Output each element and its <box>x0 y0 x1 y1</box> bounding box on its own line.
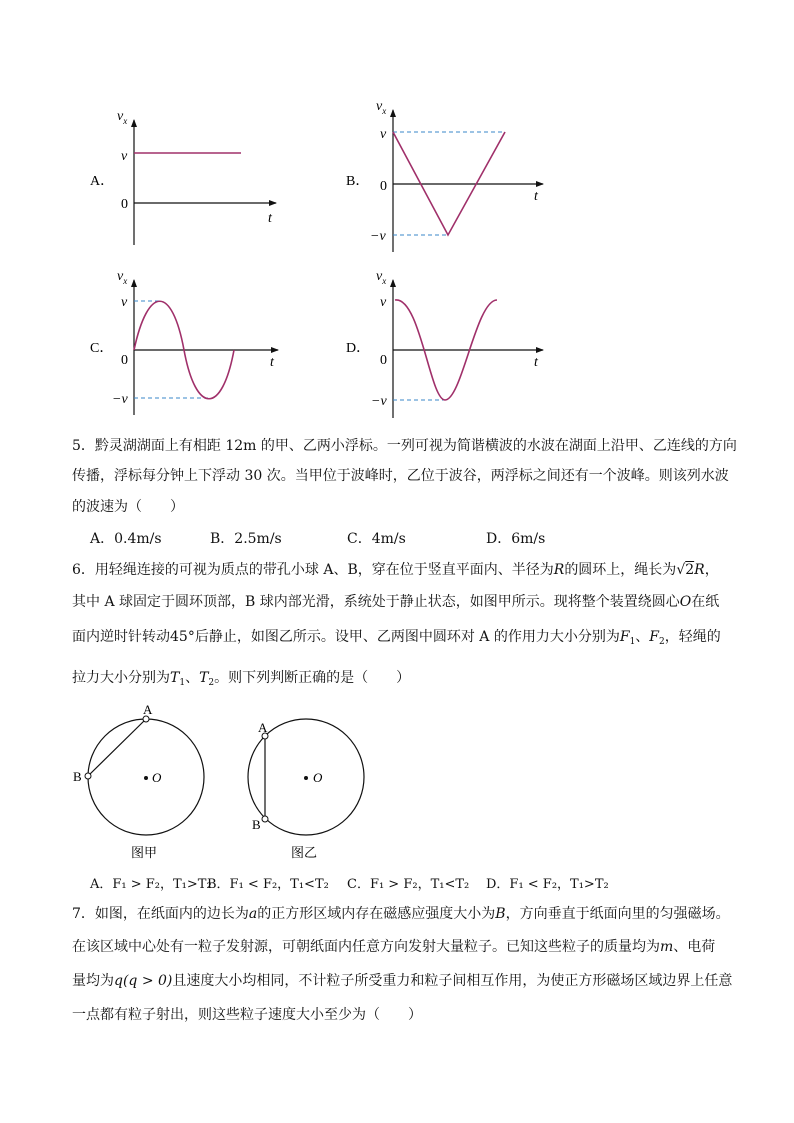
q6-sub-1: 1 <box>629 637 636 647</box>
q6-angle: 45° <box>170 629 195 645</box>
q6-line-1-text-a: 6．用轻绳连接的可视为质点的带孔小球 A、B，穿在位于竖直平面内、半径为 <box>72 562 554 578</box>
q6-var-r-2: R <box>694 562 705 578</box>
q7-var-m: m <box>660 939 674 955</box>
graph-c-option-label: C． <box>90 341 114 356</box>
graph-d-v-tick: v <box>380 295 387 310</box>
q6-line-4-text-b: 。则下列判断正确的是（ ） <box>214 670 411 686</box>
figure-jia <box>73 702 204 860</box>
figure-jia-caption: 图甲 <box>131 845 158 860</box>
vt-graphs-figure <box>0 0 794 420</box>
figure-jia-label-a: A <box>143 702 153 717</box>
figure-yi-ball-b <box>262 816 268 822</box>
q6-line-3-text-a: 面内逆时针转动 <box>72 629 170 645</box>
graph-d-option-label: D． <box>346 341 371 356</box>
q6-choice-c[interactable]: C．F₁ > F₂，T₁<T₂ <box>347 877 470 892</box>
graph-d-y-label: $v_x$ <box>376 269 387 286</box>
q5-line-1: 5．黔灵湖湖面上有相距 12m 的甲、乙两小浮标。一列可视为简谐横波的水波在湖面上沿甲、乙连线的方向 <box>72 438 737 454</box>
q7-line-1 <box>72 904 732 924</box>
graph-a-zero-tick: 0 <box>121 197 128 212</box>
graph-a-t-label: t <box>268 211 272 226</box>
q7-line-3 <box>72 971 732 991</box>
graph-b-y-label: $v_x$ <box>376 99 387 116</box>
graph-d-zero-tick: 0 <box>380 353 387 368</box>
q7-charge-condition: q(q > 0) <box>114 973 173 989</box>
q6-choice-d[interactable]: D．F₁ < F₂，T₁>T₂ <box>486 877 609 892</box>
sqrt-radicand: 2 <box>685 562 695 578</box>
q6-circle-figures <box>0 695 794 870</box>
q6-var-t1: T <box>170 670 180 686</box>
q7-line-2-text-a: 在该区域中心处有一粒子发射源，可朝纸面内任意方向发射大量粒子。已知这些粒子的质量均为 <box>72 939 660 955</box>
graph-c <box>90 269 278 415</box>
q5-choice-c[interactable]: C．4m/s <box>347 531 406 547</box>
q5-line-3: 的波速为（ ） <box>72 499 184 515</box>
figure-jia-center-dot <box>144 776 148 780</box>
q7-line-1-text-a: 7．如图，在纸面内的边长为 <box>72 906 249 922</box>
graph-b <box>346 99 543 252</box>
q7-line-3-text-a: 量均为 <box>72 973 114 989</box>
q5-choice-b[interactable]: B．2.5m/s <box>210 531 282 547</box>
q6-var-f1: F <box>619 629 630 645</box>
figure-yi-label-o: O <box>313 770 323 785</box>
graph-c-y-label: $v_x$ <box>117 269 128 286</box>
q6-line-4 <box>72 668 732 693</box>
q6-sep-2: 、 <box>185 670 200 686</box>
graph-c-neg-v-tick: −v <box>112 392 128 407</box>
q7-line-2 <box>72 937 732 957</box>
q7-line-4: 一点都有粒子射出，则这些粒子速度大小至少为（ ） <box>72 1007 422 1023</box>
q6-line-3 <box>72 627 732 652</box>
q7-line-3-text-b: 且速度大小均相同，不计粒子所受重力和粒子间相互作用，为使正方形磁场区域边界上任意 <box>172 973 733 989</box>
sqrt-sign-icon: √ <box>676 562 686 578</box>
q6-line-2 <box>72 592 732 612</box>
q6-line-3-text-b: 后静止，如图乙所示。设甲、乙两图中圆环对 A 的作用力大小分别为 <box>194 629 620 645</box>
q7-line-2-text-b: 、电荷 <box>673 939 716 955</box>
q6-var-r: R <box>553 562 565 578</box>
graph-c-zero-tick: 0 <box>121 353 128 368</box>
q7-var-b: B <box>495 906 506 922</box>
q7-line-1-text-c: ，方向垂直于纸面向里的匀强磁场。 <box>505 906 730 922</box>
figure-yi-caption: 图乙 <box>291 845 318 860</box>
q6-line-2-text-a: 其中 A 球固定于圆环顶部，B 球内部光滑，系统处于静止状态，如图甲所示。现将整个装置绕圆心 <box>72 594 680 610</box>
graph-c-t-label: t <box>270 355 274 370</box>
figure-yi-center-dot <box>304 776 308 780</box>
graph-d <box>346 269 543 418</box>
graph-c-v-tick: v <box>121 295 128 310</box>
q5-choice-a[interactable]: A．0.4m/s <box>90 531 162 547</box>
figure-yi-label-a: A <box>258 720 268 735</box>
graph-d-neg-v-tick: −v <box>371 394 387 409</box>
q7-var-a: a <box>248 906 258 922</box>
graph-b-zero-tick: 0 <box>380 179 387 194</box>
figure-jia-label-b: B <box>73 769 82 784</box>
q6-var-f2: F <box>649 629 660 645</box>
graph-b-t-label: t <box>534 189 538 204</box>
graph-a-y-label: $v_x$ <box>117 109 128 126</box>
figure-jia-label-o: O <box>152 770 162 785</box>
q6-var-t2: T <box>199 670 209 686</box>
graph-a-v-tick: v <box>121 149 128 164</box>
sqrt-2r <box>676 560 704 580</box>
q5-line-2: 传播，浮标每分钟上下浮动 30 次。当甲位于波峰时，乙位于波谷，两浮标之间还有一个波峰。则该列水波 <box>72 468 729 484</box>
q6-line-2-text-b: 在纸 <box>691 594 720 610</box>
q6-sub-t1: 1 <box>179 678 186 688</box>
q6-sep: 、 <box>635 629 650 645</box>
q6-sub-t2: 2 <box>208 678 215 688</box>
q6-choice-b[interactable]: B．F₁ < F₂，T₁<T₂ <box>207 877 329 892</box>
q7-line-1-text-b: 的正方形区域内存在磁感应强度大小为 <box>257 906 496 922</box>
q6-sub-2: 2 <box>659 637 665 647</box>
graph-a <box>90 109 276 245</box>
graph-b-neg-v-tick: −v <box>370 229 386 244</box>
q6-line-4-text-a: 拉力大小分别为 <box>72 670 170 686</box>
q6-line-1-text-c: ， <box>704 562 719 578</box>
graph-d-t-label: t <box>534 355 538 370</box>
q6-line-1-text-b: 的圆环上，绳长为 <box>564 562 677 578</box>
figure-yi-label-b: B <box>252 817 261 832</box>
q6-line-1 <box>72 560 732 580</box>
figure-yi <box>248 719 364 860</box>
q6-var-o: O <box>679 594 692 610</box>
graph-a-option-label: A． <box>90 174 115 189</box>
graph-b-option-label: B． <box>346 174 370 189</box>
graph-b-v-tick: v <box>380 127 387 142</box>
q6-choice-a[interactable]: A．F₁ > F₂，T₁>T₂ <box>90 877 212 892</box>
q5-choice-d[interactable]: D．6m/s <box>486 531 546 547</box>
q6-line-3-text-c: ，轻绳的 <box>664 629 721 645</box>
figure-jia-ball-b <box>85 773 91 779</box>
